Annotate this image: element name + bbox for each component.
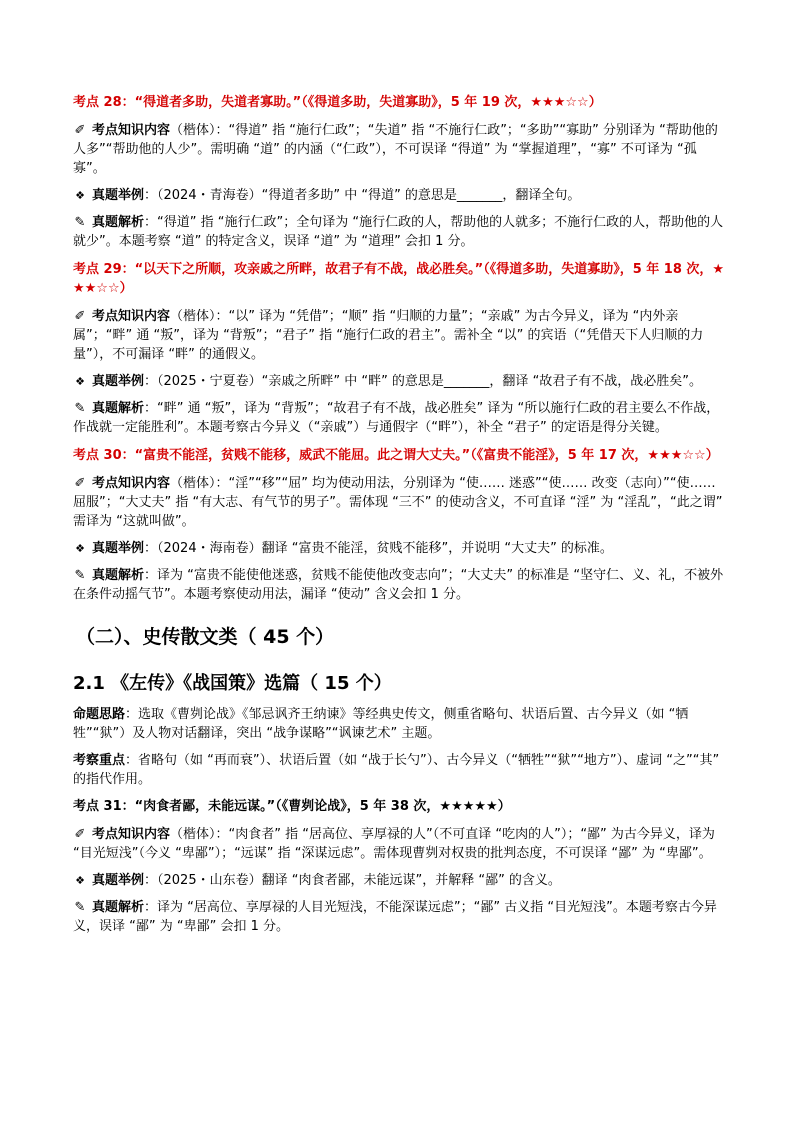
exam-analysis <box>73 213 729 251</box>
pen-icon <box>73 213 87 232</box>
kaodian-heading: 考点 30：“富贵不能淫，贫贱不能移，威武不能屈。此之谓大丈夫。”（《富贵不能淫》，5 年 17 次，★★★☆☆） <box>73 448 719 463</box>
analysis-text: ：“得道” 指 “施行仁政”；全句译为 “施行仁政的人，帮助他的人就多；不施行仁政的人，帮助他的人就少”。本题考察 “道” 的特定含义，误译 “道” 为 “道理” 会扣 1 分。 <box>73 215 724 249</box>
knowledge-label: 考点知识内容 <box>92 123 171 138</box>
knowledge-content <box>73 474 729 531</box>
example-label: 真题举例 <box>92 541 145 556</box>
exam-example <box>73 372 729 391</box>
exam-focus <box>73 751 729 789</box>
pen-icon <box>73 566 87 585</box>
knowledge-text: （楷体）：“得道” 指 “施行仁政”；“失道” 指 “不施行仁政”；“多助”“寡助” 分别译为 “帮助他的人多”“帮助他的人少”。需明确 “道” 的内涵（“仁政”），不可误译 “得道” 为 “掌握道理”，“寡” 不可译为 “孤寡”。 <box>73 123 718 176</box>
knowledge-label: 考点知识内容 <box>92 827 171 842</box>
example-text: ：（2025・宁夏卷）“亲戚之所畔” 中 “畔” 的意思是_______，翻译 “故君子有不战，战必胜矣”。 <box>144 374 703 389</box>
kaodian-block-28 <box>73 93 729 251</box>
exam-analysis <box>73 566 729 604</box>
proposition-approach <box>73 705 729 743</box>
analysis-label: 真题解析 <box>92 215 145 230</box>
knowledge-label: 考点知识内容 <box>92 476 171 491</box>
analysis-label: 真题解析 <box>92 568 145 583</box>
example-label: 真题举例 <box>92 374 145 389</box>
kaodian-heading: 考点 28：“得道者多助，失道者寡助。”（《得道多助，失道寡助》，5 年 19 次，★★★☆☆） <box>73 95 602 110</box>
knowledge-content <box>73 121 729 178</box>
knowledge-text: （楷体）：“肉食者” 指 “居高位、享厚禄的人”（不可直译 “吃肉的人”）；“鄙” 为古今异义，译为 “目光短浅”（今义 “卑鄙”）；“远谋” 指 “深谋远虑”。需体现曹刿对权贵的批判态度，不可误译 “鄙” 为 “卑鄙”。 <box>73 827 715 861</box>
example-text: ：（2024・青海卷）“得道者多助” 中 “得道” 的意思是_______，翻译全句。 <box>144 188 581 203</box>
kaodian-heading: 考点 31：“肉食者鄙，未能远谋。”（《曹刿论战》，5 年 38 次，★★★★★） <box>73 799 511 814</box>
example-label: 真题举例 <box>92 873 145 888</box>
focus-label: 考察重点 <box>73 753 126 768</box>
analysis-label: 真题解析 <box>92 900 145 915</box>
pencil-icon <box>73 121 87 140</box>
knowledge-text: （楷体）：“以” 译为 “凭借”；“顺” 指 “归顺的力量”；“亲戚” 为古今异义，译为 “内外亲属”；“畔” 通 “叛”，译为 “背叛”；“君子” 指 “施行仁政的君主”。需补全 “以” 的宾语（“凭借天下人归顺的力量”），不可漏译 “畔” 的通假义。 <box>73 309 704 362</box>
focus-text: ：省略句（如 “再而衰”）、状语后置（如 “战于长勺”）、古今异义（“牺牲”“狱”“地方”）、虚词 “之”“其” 的指代作用。 <box>73 753 720 787</box>
pen-icon <box>73 399 87 418</box>
kaodian-block-31 <box>73 797 729 936</box>
kaodian-heading: 考点 29：“以天下之所顺，攻亲戚之所畔，故君子有不战，战必胜矣。”（《得道多助，失道寡助》，5 年 18 次，★★★☆☆） <box>73 262 725 296</box>
page-content <box>73 93 729 945</box>
diamond-icon <box>73 372 87 391</box>
kaodian-block-29 <box>73 260 729 437</box>
analysis-text: ：“畔” 通 “叛”，译为 “背叛”；“故君子有不战，战必胜矣” 译为 “所以施行仁政的君主要么不作战，作战就一定能胜利”。本题考察古今异义（“亲戚”）与通假字（“畔”），补全 “君子” 的定语是得分关键。 <box>73 401 720 435</box>
exam-example <box>73 871 729 890</box>
exam-example <box>73 539 729 558</box>
pencil-icon <box>73 825 87 844</box>
proposition-label: 命题思路 <box>73 707 126 722</box>
diamond-icon <box>73 186 87 205</box>
knowledge-content <box>73 825 729 863</box>
exam-analysis <box>73 898 729 936</box>
pen-icon <box>73 898 87 917</box>
example-text: ：（2025・山东卷）翻译 “肉食者鄙，未能远谋”，并解释 “鄙” 的含义。 <box>144 873 561 888</box>
diamond-icon <box>73 871 87 890</box>
analysis-text: ：译为 “居高位、享厚禄的人目光短浅，不能深谋远虑”；“鄙” 古义指 “目光短浅”。本题考察古今异义，误译 “鄙” 为 “卑鄙” 会扣 1 分。 <box>73 900 717 934</box>
diamond-icon <box>73 539 87 558</box>
exam-example <box>73 186 729 205</box>
knowledge-content <box>73 307 729 364</box>
analysis-label: 真题解析 <box>92 401 145 416</box>
analysis-text: ：译为 “富贵不能使他迷惑，贫贱不能使他改变志向”；“大丈夫” 的标准是 “坚守仁、义、礼，不被外在条件动摇气节”。本题考察使动用法，漏译 “使动” 含义会扣 1 分。 <box>73 568 724 602</box>
knowledge-text: （楷体）：“淫”“移”“屈” 均为使动用法，分别译为 “使…… 迷惑”“使…… 改变（志向）”“使…… 屈服”；“大丈夫” 指 “有大志、有气节的男子”。需体现 “三不” 的使动含义，不可直译 “淫” 为 “淫乱”，“此之谓” 需译为 “这就叫做”。 <box>73 476 723 529</box>
kaodian-block-30 <box>73 446 729 604</box>
example-text: ：（2024・海南卷）翻译 “富贵不能淫，贫贱不能移”，并说明 “大丈夫” 的标准。 <box>144 541 613 556</box>
proposition-text: ：选取《曹刿论战》《邹忌讽齐王纳谏》等经典史传文，侧重省略句、状语后置、古今异义（如 “牺牲”“狱”）及人物对话翻译，突出 “战争谋略”“讽谏艺术” 主题。 <box>73 707 689 741</box>
example-label: 真题举例 <box>92 188 145 203</box>
pencil-icon <box>73 474 87 493</box>
section-title: （二）、史传散文类（ 45 个） <box>76 626 335 648</box>
subsection-title: 2.1 《左传》《战国策》选篇（ 15 个） <box>73 673 392 694</box>
exam-analysis <box>73 399 729 437</box>
pencil-icon <box>73 307 87 326</box>
knowledge-label: 考点知识内容 <box>92 309 171 324</box>
